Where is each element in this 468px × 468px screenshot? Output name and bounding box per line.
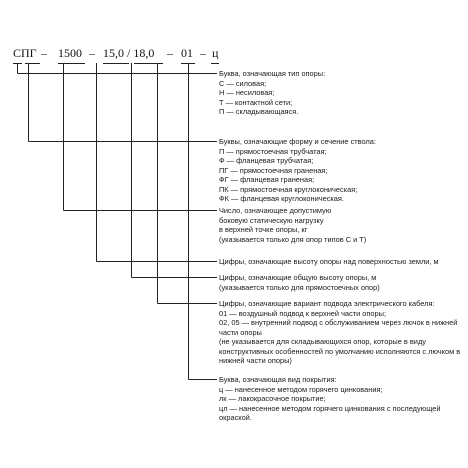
leader-height-above xyxy=(97,63,218,262)
leader-coating xyxy=(189,63,218,380)
description-line: части опоры xyxy=(219,327,262,337)
description-height-above xyxy=(219,257,465,267)
description-type xyxy=(219,69,465,117)
description-line: нижней части опоры) xyxy=(219,356,292,365)
leader-type xyxy=(18,63,218,74)
description-line: Ф — фланцевая трубчатая; xyxy=(219,156,314,165)
description-line: конструктивных особенностей по умолчанию исполняются с лючком в xyxy=(219,346,461,356)
description-force xyxy=(219,206,465,244)
code-dash: – xyxy=(41,46,47,60)
code-force-number: 1500 xyxy=(58,46,82,60)
description-line: Буква, означающая вид покрытия: xyxy=(219,375,337,384)
code-heights: 15,0 / 18,0 xyxy=(103,46,155,60)
description-line: П — складывающаяся. xyxy=(219,107,299,116)
description-line: 01 — воздушный подвод к верхней части опоры; xyxy=(219,308,387,318)
description-line: в верхней точке опоры, кг xyxy=(219,225,308,234)
description-line: (не указывается для складывающихся опор, которые в виду xyxy=(219,337,426,346)
description-line: окраской. xyxy=(219,413,252,422)
description-height-total xyxy=(219,273,465,292)
description-line: (указывается только для опор типов С и Т) xyxy=(219,234,367,244)
code-dash: – xyxy=(167,46,173,60)
code-variant: 01 xyxy=(181,46,193,60)
description-line: П — прямостоечная трубчатая; xyxy=(219,146,327,156)
description-line: 02, 05 — внутренний подвод с обслуживанием через лючок в нижней xyxy=(219,318,458,327)
description-line: цл — нанесенное методом горячего цинкования с последующей xyxy=(219,403,441,413)
code-dash: – xyxy=(200,46,206,60)
description-line: Т — контактной сети; xyxy=(219,97,293,107)
description-line: Буквы, означающие форму и сечение ствола: xyxy=(219,137,376,146)
description-line: ФГ — фланцевая граненая; xyxy=(219,175,315,184)
description-line: Буква, означающая тип опоры: xyxy=(219,69,326,78)
code-type-letters: СПГ xyxy=(13,46,37,60)
description-line: Н — несиловая; xyxy=(219,88,275,97)
description-line: ПК — прямостоечная круглоконическая; xyxy=(219,184,358,194)
code-dash: – xyxy=(89,46,95,60)
description-line: ц — нанесенное методом горячего цинкования; xyxy=(219,384,383,394)
description-coating xyxy=(219,375,465,423)
description-variant xyxy=(219,299,465,366)
description-line: С — силовая; xyxy=(219,78,267,88)
description-line: Число, означающее допустимую xyxy=(219,206,332,215)
code-coating-letter: ц xyxy=(212,46,219,60)
leader-variant xyxy=(158,63,218,304)
description-line: Цифры, означающие высоту опоры над поверхностью земли, м xyxy=(219,257,439,266)
description-shape xyxy=(219,137,465,204)
description-line: боковую статическую нагрузку xyxy=(219,215,324,225)
description-line: ПГ — прямостоечная граненая; xyxy=(219,165,328,175)
description-line: ФК — фланцевая круглоконическая. xyxy=(219,194,344,203)
description-line: Цифры, означающие вариант подвода электрического кабеля: xyxy=(219,299,435,308)
leader-force xyxy=(64,63,218,211)
description-line: (указывается только для прямостоечных опор) xyxy=(219,282,380,292)
leader-height-total xyxy=(132,63,218,278)
description-line: Цифры, означающие общую высоту опоры, м xyxy=(219,273,377,282)
description-line: лк — лакокрасочное покрытие; xyxy=(219,394,326,403)
